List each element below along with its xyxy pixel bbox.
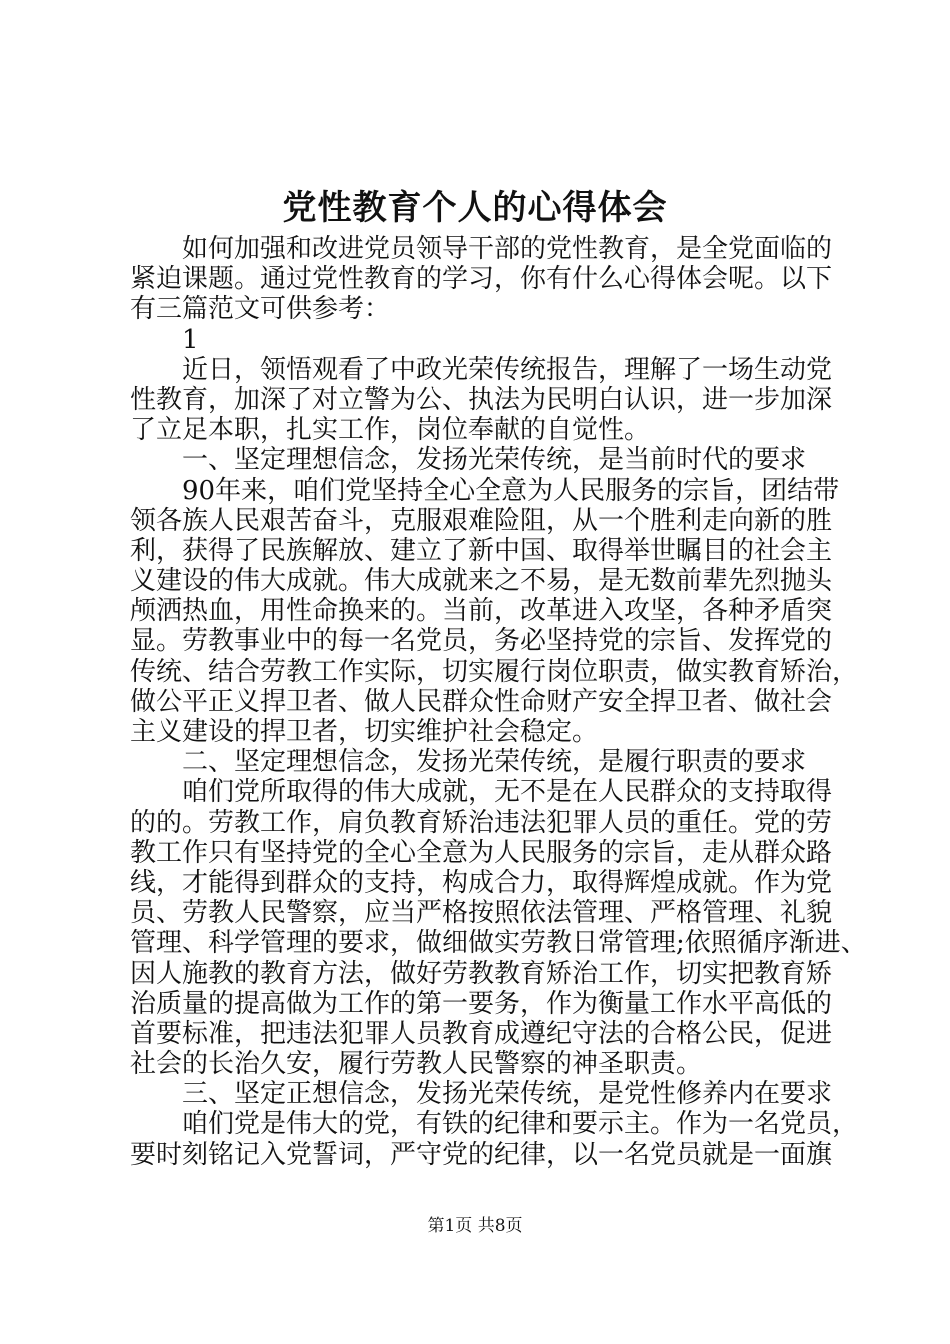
text-line: 1	[182, 324, 199, 355]
text-line: 利，获得了民族解放、建立了新中国、取得举世瞩目的社会主	[130, 535, 833, 566]
text-line: 做公平正义捍卫者、做人民群众性命财产安全捍卫者、做社会	[130, 686, 833, 717]
text-line: 了立足本职，扎实工作，岗位奉献的自觉性。	[130, 415, 651, 446]
text-line: 显。劳教事业中的每一名党员，务必坚持党的宗旨、发挥党的	[130, 626, 833, 657]
text-line: 社会的长治久安，履行劳教人民警察的神圣职责。	[130, 1049, 703, 1080]
text-line: 有三篇范文可供参考：	[130, 294, 391, 325]
text-line: 颅洒热血，用性命换来的。当前，改革进入攻坚，各种矛盾突	[130, 596, 833, 627]
text-line: 咱们党所取得的伟大成就，无不是在人民群众的支持取得	[182, 777, 833, 808]
text-line: 性教育，加深了对立警为公、执法为民明白认识，进一步加深	[130, 384, 833, 415]
text-line: 要时刻铭记入党誓词，严守党的纪律，以一名党员就是一面旗	[130, 1139, 833, 1170]
text-line: 首要标准，把违法犯罪人员教育成遵纪守法的合格公民，促进	[130, 1018, 833, 1049]
text-line: 咱们党是伟大的党，有铁的纪律和要示主。作为一名党员，	[182, 1109, 859, 1140]
page-footer: 第1页 共8页	[427, 1216, 523, 1236]
text-line: 三、坚定正想信念，发扬光荣传统，是党性修养内在要求	[182, 1079, 833, 1110]
text-line: 员、劳教人民警察，应当严格按照依法管理、严格管理、礼貌	[130, 898, 833, 929]
text-line: 紧迫课题。通过党性教育的学习，你有什么心得体会呢。以下	[130, 264, 833, 295]
text-line: 教工作只有坚持党的全心全意为人民服务的宗旨，走从群众路	[130, 837, 833, 868]
text-line: 义建设的伟大成就。伟大成就来之不易，是无数前辈先烈抛头	[130, 566, 833, 597]
text-line: 二、坚定理想信念，发扬光荣传统，是履行职责的要求	[182, 747, 807, 778]
text-line: 90年来，咱们党坚持全心全意为人民服务的宗旨，团结带	[182, 475, 840, 506]
text-line: 管理、科学管理的要求，做细做实劳教日常管理;依照循序渐进、	[130, 928, 867, 959]
text-line: 传统、结合劳教工作实际，切实履行岗位职责，做实教育矫治，	[130, 656, 859, 687]
text-line: 一、坚定理想信念，发扬光荣传统，是当前时代的要求	[182, 445, 807, 476]
document-title: 党性教育个人的心得体会	[282, 188, 668, 228]
text-line: 如何加强和改进党员领导干部的党性教育，是全党面临的	[182, 234, 833, 264]
text-line: 主义建设的捍卫者，切实维护社会稳定。	[130, 717, 599, 747]
text-line: 领各族人民艰苦奋斗，克服艰难险阻，从一个胜利走向新的胜	[130, 505, 833, 536]
document-body	[130, 234, 867, 1170]
text-line: 因人施教的教育方法，做好劳教教育矫治工作，切实把教育矫	[130, 958, 833, 989]
text-line: 近日，领悟观看了中政光荣传统报告，理解了一场生动党	[182, 354, 833, 385]
text-line: 线，才能得到群众的支持，构成合力，取得辉煌成就。作为党	[130, 867, 833, 898]
text-line: 的的。劳教工作，肩负教育矫治违法犯罪人员的重任。党的劳	[130, 807, 833, 838]
text-line: 治质量的提高做为工作的第一要务，作为衡量工作水平高低的	[130, 988, 833, 1019]
